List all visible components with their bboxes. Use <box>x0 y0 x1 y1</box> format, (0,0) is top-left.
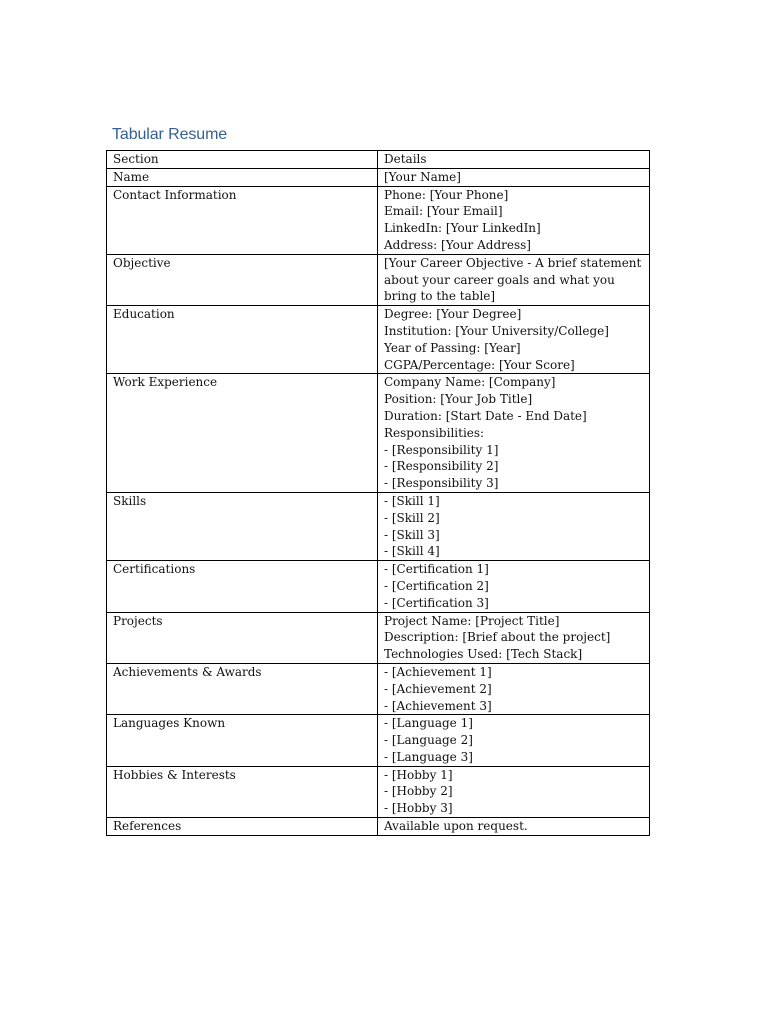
details-line: - [Achievement 2] <box>384 681 492 696</box>
details-line: Technologies Used: [Tech Stack] <box>384 647 583 662</box>
section-cell: Hobbies & Interests <box>107 766 378 817</box>
section-cell: Contact Information <box>107 186 378 254</box>
details-cell <box>378 766 650 817</box>
section-cell: Achievements & Awards <box>107 663 378 714</box>
details-line: - [Language 1] <box>384 716 473 731</box>
details-line: Responsibilities: <box>384 425 485 440</box>
details-line: - [Achievement 3] <box>384 698 492 713</box>
details-cell <box>378 492 650 560</box>
details-cell <box>378 186 650 254</box>
table-header-row <box>107 151 650 169</box>
details-cell <box>378 612 650 663</box>
details-line: Degree: [Your Degree] <box>384 307 522 322</box>
details-line: - [Achievement 1] <box>384 664 492 679</box>
section-cell: Projects <box>107 612 378 663</box>
details-line: - [Language 3] <box>384 749 473 764</box>
details-line: Institution: [Your University/College] <box>384 323 609 338</box>
table-row <box>107 306 650 374</box>
table-row <box>107 374 650 493</box>
details-line: - [Skill 2] <box>384 510 440 525</box>
table-row <box>107 561 650 612</box>
details-line: [Your Career Objective - A brief statement about your career goals and what you bring to the table] <box>384 255 642 304</box>
section-cell: Certifications <box>107 561 378 612</box>
details-line: Position: [Your Job Title] <box>384 392 533 407</box>
details-line: Available upon request. <box>384 819 528 834</box>
details-line: Duration: [Start Date - End Date] <box>384 408 587 423</box>
document-title: Tabular Resume <box>112 126 228 143</box>
section-cell: Education <box>107 306 378 374</box>
table-row <box>107 186 650 254</box>
details-line: CGPA/Percentage: [Your Score] <box>384 357 575 372</box>
details-line: - [Skill 4] <box>384 544 440 559</box>
details-line: Email: [Your Email] <box>384 204 503 219</box>
details-line: Project Name: [Project Title] <box>384 613 560 628</box>
details-line: Phone: [Your Phone] <box>384 187 509 202</box>
header-cell-section: Section <box>107 151 378 169</box>
details-cell <box>378 306 650 374</box>
details-cell <box>378 254 650 305</box>
section-cell: Languages Known <box>107 715 378 766</box>
header-cell-details: Details <box>378 151 650 169</box>
details-line: - [Language 2] <box>384 733 473 748</box>
table-row <box>107 612 650 663</box>
details-cell <box>378 561 650 612</box>
resume-table <box>106 150 650 836</box>
table-row <box>107 254 650 305</box>
table-row <box>107 492 650 560</box>
details-line: - [Hobby 3] <box>384 801 453 816</box>
section-cell: Objective <box>107 254 378 305</box>
section-cell: Skills <box>107 492 378 560</box>
details-cell <box>378 374 650 493</box>
details-line: - [Certification 2] <box>384 578 489 593</box>
details-cell <box>378 818 650 836</box>
section-cell: Work Experience <box>107 374 378 493</box>
details-line: - [Responsibility 2] <box>384 459 499 474</box>
details-line: Description: [Brief about the project] <box>384 630 611 645</box>
table-row <box>107 168 650 186</box>
table-row <box>107 766 650 817</box>
details-line: - [Certification 3] <box>384 595 489 610</box>
details-line: - [Skill 1] <box>384 493 440 508</box>
details-line: Year of Passing: [Year] <box>384 340 521 355</box>
table-row <box>107 715 650 766</box>
details-line: - [Responsibility 1] <box>384 442 499 457</box>
details-line: - [Skill 3] <box>384 527 440 542</box>
details-cell <box>378 663 650 714</box>
details-line: Address: [Your Address] <box>384 237 531 252</box>
section-cell: References <box>107 818 378 836</box>
details-line: - [Hobby 2] <box>384 784 453 799</box>
details-line: - [Responsibility 3] <box>384 476 499 491</box>
section-cell: Name <box>107 168 378 186</box>
details-line: - [Certification 1] <box>384 562 489 577</box>
table-row <box>107 663 650 714</box>
details-line: - [Hobby 1] <box>384 767 453 782</box>
table-row <box>107 818 650 836</box>
details-cell <box>378 168 650 186</box>
details-line: Company Name: [Company] <box>384 375 556 390</box>
details-cell <box>378 715 650 766</box>
resume-table-body <box>107 151 650 836</box>
details-line: [Your Name] <box>384 169 461 184</box>
details-line: LinkedIn: [Your LinkedIn] <box>384 221 541 236</box>
